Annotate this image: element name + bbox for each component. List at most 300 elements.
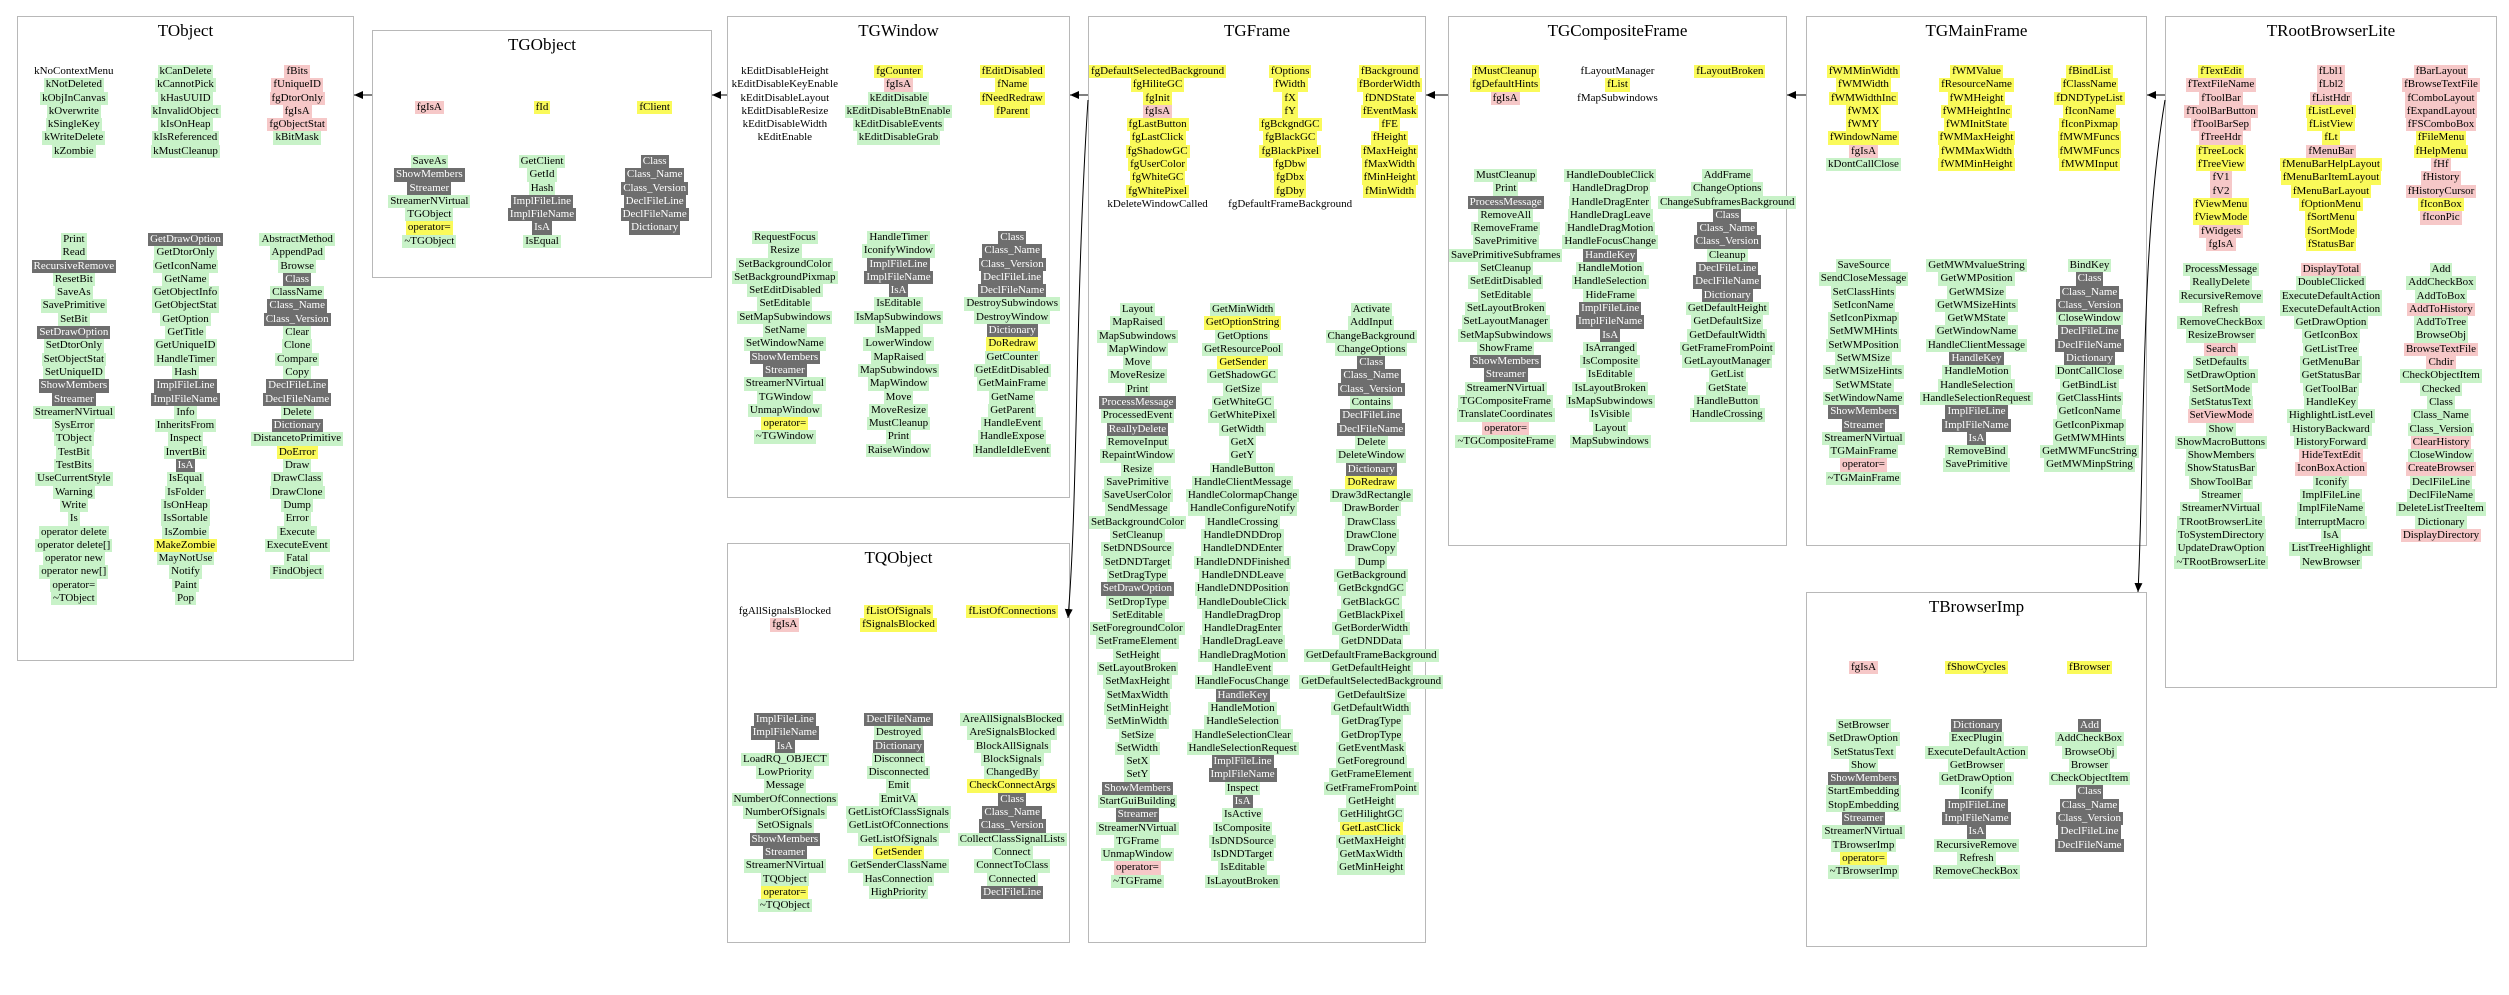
member-methods: [1089, 303, 1442, 888]
member-column: [130, 233, 242, 605]
class-title: TGMainFrame: [1925, 21, 2028, 40]
method-entry: ImplFileName: [1944, 418, 2009, 431]
method-entry: SetSize: [1120, 728, 1154, 741]
method-entry: ImplFileLine: [1213, 755, 1272, 768]
class-title: TGObject: [508, 35, 576, 54]
method-entry: Dump: [283, 498, 311, 511]
member-column: [1186, 303, 1299, 888]
field-entry: fgDtorOnly: [271, 91, 323, 104]
member-methods: [373, 155, 711, 248]
method-entry: GetDNDData: [1340, 635, 1402, 648]
method-entry: TRootBrowserLite: [2179, 515, 2263, 528]
method-entry: ClearHistory: [2412, 435, 2470, 448]
method-entry: HandleMotion: [1578, 262, 1643, 275]
field-entry: fBrowser: [2069, 661, 2110, 673]
method-entry: ~TGFrame: [1113, 874, 1162, 887]
method-entry: Disconnected: [868, 766, 929, 779]
method-entry: Class_Version: [1695, 235, 1759, 248]
method-entry: ShowMacroButtons: [2177, 435, 2265, 448]
method-entry: GetResourcePool: [1204, 342, 1282, 355]
method-entry: TGMainFrame: [1830, 445, 1897, 458]
method-entry: IsA: [2323, 528, 2339, 541]
method-entry: HandleKey: [2305, 395, 2357, 408]
class-box-tgcompositeframe: [1448, 16, 1795, 546]
method-entry: operator=: [407, 221, 451, 234]
method-entry: Dictionary: [1703, 288, 1751, 301]
method-entry: SetWMSize: [1836, 352, 1891, 365]
method-entry: SetUniqueID: [44, 365, 103, 378]
method-entry: GetDrawOption: [2295, 316, 2367, 329]
member-column: [2166, 65, 2276, 251]
method-entry: ImplFileName: [153, 392, 218, 405]
method-entry: DoubleClicked: [2297, 276, 2365, 289]
method-entry: GetLastClick: [1341, 821, 1401, 834]
method-entry: UnmapWindow: [1102, 848, 1173, 861]
class-box-trootbrowserlite: [2165, 16, 2497, 688]
method-entry: GetName: [164, 272, 207, 285]
method-entry: Fatal: [286, 552, 309, 565]
method-entry: operator=: [1484, 421, 1528, 434]
method-entry: StreamerNVirtual: [1098, 821, 1177, 834]
method-entry: GetDefaultSize: [1693, 315, 1762, 328]
method-entry: operator=: [1842, 458, 1885, 471]
method-entry: CheckObjectItem: [2402, 369, 2480, 382]
method-entry: Class_Name: [626, 168, 683, 181]
method-entry: IsA: [776, 739, 793, 752]
member-column: [728, 65, 842, 145]
member-column: [1561, 65, 1673, 105]
field-entry: fgIsA: [1492, 91, 1518, 104]
method-entry: IsEditable: [1587, 368, 1633, 381]
method-entry: Dictionary: [2065, 352, 2114, 365]
method-entry: Paint: [174, 578, 197, 591]
field-entry: fgShadowGC: [1127, 144, 1188, 157]
class-box-tgwindow: [727, 16, 1070, 498]
field-entry: fWMMaxHeight: [1939, 131, 2014, 144]
field-entry: kEditDisableEvents: [854, 118, 943, 131]
method-entry: SendMessage: [1107, 502, 1168, 515]
field-entry: fMWMFuncs: [2059, 131, 2120, 144]
method-entry: Class: [285, 272, 310, 285]
method-entry: HandleClientMessage: [1927, 338, 2026, 351]
member-column: [1449, 169, 1562, 448]
method-entry: SetDNDTarget: [1104, 555, 1171, 568]
field-entry: kInvalidObject: [152, 104, 219, 117]
method-entry: Write: [61, 498, 87, 511]
field-entry: fHistoryCursor: [2407, 184, 2475, 197]
method-entry: DestroyWindow: [976, 310, 1049, 323]
method-entry: SetMaxHeight: [1105, 675, 1170, 688]
method-entry: IsMapSubwindows: [856, 310, 941, 323]
method-entry: Clear: [285, 326, 310, 339]
method-entry: ImplFileName: [1578, 315, 1643, 328]
method-entry: GetDefaultWidth: [1689, 328, 1766, 341]
method-entry: MustCleanup: [868, 417, 929, 430]
field-entry: fgIsA: [885, 78, 912, 91]
field-entry: fWMHeight: [1949, 91, 2004, 104]
method-entry: BlockAllSignals: [975, 739, 1049, 752]
method-entry: MustCleanup: [1476, 169, 1536, 181]
method-entry: GetClient: [520, 155, 564, 167]
method-entry: Dictionary: [273, 419, 321, 432]
class-box-tbrowserimp: [1806, 592, 2147, 947]
method-entry: HandleDragDrop: [1572, 182, 1649, 195]
member-column: [842, 65, 956, 145]
method-entry: Hash: [174, 365, 197, 378]
method-entry: Refresh: [2203, 302, 2239, 315]
field-entry: fLbl2: [2318, 78, 2344, 91]
method-entry: RecursiveRemove: [2180, 289, 2262, 302]
method-entry: GetList: [1710, 368, 1744, 381]
method-entry: SavePrimitive: [1474, 235, 1537, 248]
method-entry: IsArranged: [1585, 341, 1635, 354]
member-methods: [1807, 719, 2146, 879]
method-entry: GetBckgndGC: [1338, 582, 1404, 595]
member-column: [2386, 263, 2496, 569]
method-entry: RequestFocus: [753, 231, 816, 243]
method-entry: HandleMotion: [1944, 365, 2009, 378]
method-entry: SetX: [1126, 755, 1149, 768]
method-entry: SetDrawOption: [39, 326, 109, 339]
field-entry: fgIsA: [1850, 661, 1877, 673]
method-entry: GetTitle: [167, 326, 204, 339]
method-entry: ExecuteDefaultAction: [2281, 289, 2381, 302]
field-entry: fMaxWidth: [1364, 158, 1416, 171]
method-entry: GetMaxHeight: [1338, 834, 1405, 847]
class-box-tgobject: [372, 30, 712, 278]
method-entry: GetBlackPixel: [1339, 608, 1404, 621]
field-entry: fgDby: [1276, 184, 1305, 197]
method-entry: BrowseObj: [2415, 329, 2467, 342]
method-entry: Dictionary: [631, 221, 679, 234]
field-entry: fTreeLock: [2197, 144, 2245, 157]
method-entry: IsA: [1968, 431, 1985, 444]
method-entry: Disconnect: [873, 752, 924, 765]
field-entry: kOverwrite: [48, 104, 99, 117]
method-entry: Read: [62, 246, 86, 259]
method-entry: operator=: [1116, 861, 1159, 874]
member-column: [955, 65, 1069, 145]
method-entry: IconifyWindow: [863, 244, 934, 257]
field-entry: kEditEnable: [757, 131, 813, 144]
member-column: [486, 155, 599, 248]
method-entry: HandleDNDEnter: [1202, 542, 1283, 555]
method-entry: Notify: [171, 565, 200, 578]
field-entry: fUniqueID: [273, 78, 321, 91]
field-entry: kBitMask: [275, 131, 319, 144]
field-entry: fEventMask: [1362, 104, 1417, 117]
member-column: [598, 101, 711, 114]
method-entry: IsLayoutBroken: [1574, 381, 1646, 394]
method-entry: DistancetoPrimitive: [253, 432, 342, 445]
field-entry: fgWhitePixel: [1128, 184, 1187, 197]
method-entry: Class_Name: [984, 806, 1040, 819]
member-column: [1920, 719, 2033, 879]
method-entry: Streamer: [1843, 418, 1884, 431]
method-entry: StreamerNVirtual: [34, 405, 113, 418]
member-column: [241, 233, 353, 605]
member-column: [1807, 65, 1920, 171]
member-column: [130, 65, 242, 158]
field-entry: kEditDisableKeyEnable: [731, 78, 838, 91]
method-entry: Streamer: [2201, 489, 2241, 502]
member-column: [1920, 65, 2033, 171]
method-entry: ResizeBrowser: [2187, 329, 2255, 342]
method-entry: DeclFileLine: [983, 885, 1042, 898]
method-entry: LowerWindow: [865, 337, 932, 350]
method-entry: IsA: [890, 284, 907, 297]
method-entry: GetOptions: [1217, 329, 1268, 342]
method-entry: Class_Version: [1339, 382, 1403, 395]
member-fields: [1807, 661, 2146, 674]
method-entry: Connected: [988, 872, 1036, 885]
field-entry: kEditDisableBtnEnable: [846, 104, 951, 117]
member-column: [2386, 65, 2496, 251]
field-entry: fHelpMenu: [2415, 144, 2467, 157]
field-entry: fListOfConnections: [968, 605, 1056, 617]
method-entry: ChangedBy: [986, 766, 1039, 779]
method-entry: Warning: [55, 485, 93, 498]
method-entry: HandleConfigureNotify: [1190, 502, 1296, 515]
method-entry: GetObjectInfo: [153, 286, 218, 299]
method-entry: IsEqual: [168, 472, 203, 485]
field-entry: fToolBarButton: [2186, 104, 2256, 117]
field-entry: fWMMinHeight: [1940, 158, 2013, 171]
method-entry: GetOption: [162, 312, 209, 325]
field-entry: kCanDelete: [159, 65, 212, 77]
method-entry: Class: [642, 155, 667, 167]
method-entry: AddToTree: [2415, 316, 2467, 329]
field-entry: kEditDisable: [869, 91, 928, 104]
method-entry: Is: [69, 512, 78, 525]
method-entry: HandleDragMotion: [1199, 648, 1286, 661]
method-entry: StopEmbedding: [1828, 798, 1899, 811]
method-entry: GetDropType: [1341, 728, 1402, 741]
field-entry: kEditDisableLayout: [740, 91, 830, 104]
method-entry: HideFrame: [1585, 288, 1635, 301]
field-entry: fListLevel: [2308, 104, 2354, 117]
field-entry: fViewMode: [2194, 211, 2248, 224]
method-entry: MapSubwindows: [1098, 329, 1176, 342]
method-entry: FindObject: [272, 565, 322, 578]
method-entry: GetDragType: [1341, 715, 1402, 728]
method-entry: StreamerNVirtual: [1466, 381, 1545, 394]
field-entry: fY: [1284, 104, 1296, 117]
method-entry: Print: [63, 233, 85, 245]
method-entry: ~TQObject: [759, 899, 810, 912]
method-entry: DeclFileName: [2057, 838, 2122, 851]
method-entry: DisplayTotal: [2302, 263, 2360, 275]
method-entry: operator=: [763, 885, 807, 898]
class-title: TQObject: [864, 548, 933, 567]
method-entry: SetMWMHints: [1829, 325, 1898, 338]
method-entry: SetLayoutBroken: [1466, 301, 1545, 314]
method-entry: GetWhitePixel: [1209, 409, 1276, 422]
method-entry: MoveResize: [1109, 369, 1165, 382]
method-entry: GetSender: [875, 845, 922, 858]
method-entry: AddFrame: [1703, 169, 1751, 181]
method-entry: GetBorderWidth: [1334, 622, 1408, 635]
method-entry: CheckObjectItem: [2050, 772, 2129, 785]
field-entry: fMinWidth: [1365, 184, 1415, 197]
method-entry: GetSenderClassName: [850, 859, 947, 872]
method-entry: SetEditable: [759, 297, 811, 310]
method-entry: SetMapSubwindows: [739, 310, 831, 323]
member-column: [1807, 661, 1920, 674]
method-entry: SetIconPixmap: [1829, 312, 1898, 325]
method-entry: SetDrawOption: [1102, 582, 1172, 595]
field-entry: fV2: [2212, 184, 2230, 197]
method-entry: SetDNDSource: [1103, 542, 1172, 555]
method-entry: SetCleanup: [1480, 262, 1532, 275]
method-entry: DisplayDirectory: [2402, 528, 2480, 541]
method-entry: IsA: [1968, 825, 1985, 838]
method-entry: HandleDragLeave: [1202, 635, 1283, 648]
field-entry: fToolBarSep: [2192, 118, 2250, 131]
method-entry: GetToolBar: [2305, 382, 2357, 395]
method-entry: GetBlackGC: [1342, 595, 1400, 608]
method-entry: SetBit: [60, 312, 88, 325]
method-entry: Class_Name: [1699, 222, 1756, 235]
method-entry: ImplFileName: [1210, 768, 1275, 781]
method-entry: SetName: [764, 324, 805, 337]
method-entry: GetStatusBar: [2301, 369, 2361, 382]
method-entry: Execute: [279, 525, 315, 538]
method-entry: Class_Name: [2061, 798, 2118, 811]
method-entry: SetMaxWidth: [1106, 688, 1169, 701]
method-entry: HandleDragMotion: [1567, 222, 1654, 235]
method-entry: StreamerNVirtual: [1824, 431, 1903, 444]
method-entry: BlockSignals: [982, 752, 1042, 765]
method-entry: TQObject: [762, 872, 807, 885]
method-entry: ~TGObject: [404, 234, 455, 247]
method-entry: RemoveInput: [1107, 435, 1168, 448]
method-entry: ExecPlugin: [1951, 732, 2002, 745]
member-fields: [1807, 65, 2146, 171]
method-entry: GetListOfSignals: [860, 832, 937, 845]
field-entry: fgWhiteGC: [1131, 171, 1184, 184]
method-entry: InheritsFrom: [156, 419, 215, 432]
field-entry: fIconPic: [2422, 211, 2460, 224]
method-entry: HandleSelectionRequest: [1188, 741, 1297, 754]
method-entry: ExecuteEvent: [266, 538, 328, 551]
method-entry: HandleMotion: [1210, 701, 1275, 714]
method-entry: LowPriority: [757, 766, 812, 779]
method-entry: MayNotUse: [158, 552, 213, 565]
method-entry: HandleSelection: [1206, 715, 1279, 728]
method-entry: RaiseWindow: [867, 443, 930, 456]
method-entry: HandleEvent: [983, 417, 1041, 430]
method-entry: HandleTimer: [156, 352, 215, 365]
field-entry: kDontCallClose: [1828, 158, 1899, 171]
method-entry: MapWindow: [869, 377, 928, 390]
method-entry: DrawCopy: [1347, 542, 1396, 555]
method-entry: Print: [1494, 182, 1517, 195]
member-column: [955, 231, 1069, 457]
member-column: [728, 605, 842, 632]
method-entry: GetListOfConnections: [848, 819, 949, 832]
method-entry: StartEmbedding: [1827, 785, 1900, 798]
method-entry: ImplFileName: [2298, 502, 2364, 515]
method-entry: HandleDragEnter: [1571, 195, 1649, 208]
method-entry: GetDefaultFrameBackground: [1305, 648, 1437, 661]
method-entry: SetEditable: [1112, 608, 1163, 621]
method-entry: MapSubwindows: [860, 363, 938, 376]
method-entry: ImplFileLine: [156, 379, 215, 392]
method-entry: IsEqual: [525, 234, 559, 247]
member-column: [1920, 259, 2033, 485]
method-entry: ShowToolBar: [2190, 475, 2252, 488]
method-entry: SetObjectStat: [43, 352, 105, 365]
method-entry: Class_Version: [2058, 298, 2121, 311]
method-entry: GetFrameFromPoint: [1681, 341, 1773, 354]
method-entry: Move: [885, 390, 912, 403]
method-entry: HandleDragLeave: [1569, 208, 1651, 221]
method-entry: Search: [2206, 342, 2236, 355]
method-entry: UpdateDrawOption: [2177, 542, 2265, 555]
method-entry: DrawBorder: [1343, 502, 1399, 515]
method-entry: SaveSource: [1837, 259, 1890, 271]
method-entry: SetMinHeight: [1106, 701, 1169, 714]
method-entry: ImplFileLine: [1947, 405, 2006, 418]
field-entry: fgBckgndGC: [1260, 118, 1320, 131]
field-entry: fgDefaultHints: [1472, 78, 1539, 91]
method-entry: DoError: [278, 445, 316, 458]
method-entry: Streamer: [764, 845, 805, 858]
field-entry: fHf: [2433, 158, 2449, 171]
method-entry: BrowseObj: [2064, 745, 2115, 758]
method-entry: UnmapWindow: [749, 403, 820, 416]
method-entry: GetName: [991, 390, 1034, 403]
method-entry: TGWindow: [758, 390, 811, 403]
method-entry: HistoryForward: [2295, 435, 2367, 448]
field-entry: fBrowseTextFile: [2404, 78, 2478, 91]
method-entry: GetWMPosition: [1940, 272, 2013, 285]
method-entry: ImplFileName: [752, 726, 817, 739]
method-entry: MapWindow: [1108, 342, 1167, 355]
method-entry: operator delete: [41, 525, 107, 538]
member-methods: [18, 233, 353, 605]
method-entry: DestroySubwindows: [966, 297, 1059, 310]
method-entry: DeclFileLine: [2060, 325, 2119, 338]
field-entry: fgIsA: [772, 618, 798, 631]
method-entry: IsMapped: [876, 324, 921, 337]
method-entry: IsZombie: [164, 525, 207, 538]
field-entry: fSignalsBlocked: [862, 618, 935, 631]
method-entry: ChangeOptions: [1336, 342, 1406, 355]
member-column: [2033, 661, 2146, 674]
field-entry: kSingleKey: [47, 118, 100, 131]
method-entry: Streamer: [1843, 812, 1884, 825]
field-entry: fgDbx: [1276, 171, 1305, 184]
method-entry: DeclFileLine: [983, 270, 1042, 283]
method-entry: IsComposite: [1582, 355, 1639, 368]
field-entry: fStatusBar: [2307, 237, 2355, 250]
method-entry: Class: [1000, 231, 1025, 243]
member-column: [728, 713, 842, 912]
method-entry: HandleDNDLeave: [1201, 568, 1284, 581]
method-entry: GetClassHints: [2057, 391, 2122, 404]
field-entry: fgBlackGC: [1265, 131, 1316, 144]
method-entry: Dictionary: [1952, 719, 2001, 731]
field-entry: fWMWidthInc: [1831, 91, 1896, 104]
member-fields: [1449, 65, 1786, 105]
field-entry: fDNDTypeList: [2056, 91, 2123, 104]
method-entry: GetDefaultHeight: [1331, 662, 1411, 675]
method-entry: SaveAs: [412, 155, 447, 167]
method-entry: SetStatusText: [2190, 395, 2252, 408]
member-column: [1089, 303, 1186, 888]
